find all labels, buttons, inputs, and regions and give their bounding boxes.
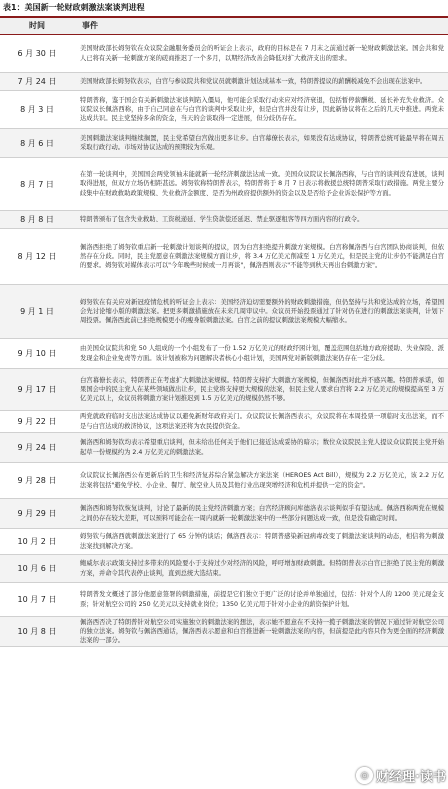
header-event: 事件 xyxy=(82,21,98,30)
row-event: 美国刺激法案谈判继续搁置，民主党希望白宫做出更多让步。白宫幕僚长表示，如果没有达成协议，特朗普总统可能最早将在周五采取行政行动。市场对协议达成的预期较为乐观。 xyxy=(80,134,444,151)
table-row xyxy=(0,229,448,285)
table-row xyxy=(0,433,448,463)
table-title: 表1：美国新一轮财政刺激法案谈判进程 xyxy=(3,3,145,12)
row-date: 9 月 28 日 xyxy=(17,476,57,485)
row-date: 8 月 8 日 xyxy=(20,215,54,224)
row-date: 9 月 22 日 xyxy=(17,417,57,426)
table-header xyxy=(0,18,448,34)
row-date: 9 月 1 日 xyxy=(20,307,54,316)
row-event: 在第一轮谈判中，美国国会两党领袖未能就新一轮经济刺激法达成一致。美国众议院议长佩洛西称，与白宫的谈判没有进展，谈判取得进展，但双方立场仍相距甚远。姆努钦称特朗普表示，特朗普将于 8 月 7 日表示将救援总统特朗普采取行政措施。两党主要分歧集中在财政救助政策规模、失业救济金额度、是否为州政府提供额外的资金以及是否给予企业诉讼保护等方面。 xyxy=(80,171,444,197)
row-event: 由美国众议院共和党 50 人组成的一个小组发布了一份 1.52 万亿美元的财政纾困计划，覆盖范围包括地方政府援助、失业保险、派发现金和企业免责等方面。该计划被称为问题解决者核心小组计划，美国两党对新版刺激法案仍存在一定分歧。 xyxy=(80,345,444,362)
table-row xyxy=(0,499,448,529)
row-event: 特朗普发文概述了部分他愿意签署的刺激措施，前提是它们独立于更广泛的讨论并单独通过，包括：针对个人的 1200 美元现金支票；针对航空公司的 250 亿美元以支持就业岗位；1350 亿美元用于针对小企业的薪资保护计划。 xyxy=(80,591,444,608)
row-event: 佩洛西拒绝了姆努钦重启新一轮刺激计划谈判的提议，因为白宫拒绝提升刺激方案规模。白宫称佩洛西与白宫团队协商谈判，但依然存在分歧。同时，民主党愿意在刺激法案规模方面让步，将 3.4 万亿美元削减至 1 万亿美元，但是民主党的让步仍不能满足白宫的要求。姆努钦对媒体表示可以"今年晚些时候或一月再谈"，佩洛西则表示"不能等到秋天再出台刺激方案"。 xyxy=(80,243,444,270)
table-row xyxy=(0,285,448,339)
row-date: 9 月 10 日 xyxy=(17,349,57,358)
row-date: 8 月 7 日 xyxy=(20,179,54,189)
table-row xyxy=(0,411,448,433)
row-event: 美国财政部长姆努钦表示，白宫与参议院共和党议员就刺激计划达成基本一致，特朗普提议的薪酬税减免不会出现在法案中。 xyxy=(80,77,427,85)
table-row xyxy=(0,158,448,211)
table-row xyxy=(0,73,448,91)
row-event: 鲍威尔表示政策支持过多带来的风险要小于支持过少对经济的风险，呼吁增加财政刺激。但特朗普表示白宫已拒绝了民主党的刺激方案，并命令其代表停止谈判，直到总统大选结束。 xyxy=(80,560,444,577)
watermark-text: 财经理·读书 xyxy=(376,770,446,785)
table-row xyxy=(0,129,448,158)
table-row xyxy=(0,339,448,369)
table-row xyxy=(0,91,448,129)
table-row xyxy=(0,583,448,617)
row-date: 9 月 17 日 xyxy=(17,385,57,394)
table-row xyxy=(0,369,448,411)
row-date: 8 月 12 日 xyxy=(17,252,57,261)
row-date: 10 月 6 日 xyxy=(17,564,57,573)
row-event: 众议院议长佩洛西公布更新后的卫生和经济复苏综合紧急解决方案法案（HEROES Act Bill），规模为 2.2 万亿美元，该 2.2 万亿法案将包括"避免学校、小企业、餐厅、航空业人员及其他行业出现突增经济和危机并提供一定的资金"。 xyxy=(80,472,444,489)
row-date: 6 月 30 日 xyxy=(17,49,57,58)
row-event: 佩洛西和姆努钦恢复谈判，讨论了最新的民主党经济刺激方案；白宫经济顾问库德洛表示谈判似乎有望达成。佩洛西称两党在规模之间仍存在较大差距，可以预料可能会在一周内就新一轮刺激法案中的一些部分问题达成一致，但是没有确定时间。 xyxy=(80,505,444,522)
row-event: 美国财政部长姆努钦在众议院金融服务委员会的听证会上表示，政府的目标是在 7 月末之前通过新一轮财政刺激法案。国会共和党人已将有关新一轮刺激方案的磋商推迟了一个多月，以期经济改善会降低对扩大救济支出的需求。 xyxy=(80,45,444,62)
row-date: 8 月 3 日 xyxy=(20,105,54,114)
table-row xyxy=(0,211,448,229)
header-date: 时间 xyxy=(29,21,45,30)
row-event: 特朗普称，鉴于国会有关新刺激法案谈判陷入僵局，他可能会采取行动来应对经济衰退，包括暂停薪酬税、延长补充失业救济。众议院议长佩洛西称，由于自己同意在与白宫的谈判中采取让步，但是白宫并没有让步，因此新协议将在之后的几天中推进。两党未达成共识。民主党坚持多余的资金，当天的会谈取得一定进展，但分歧仍存在。 xyxy=(80,96,444,123)
watermark-logo-icon: ◎ xyxy=(356,767,373,784)
table-row xyxy=(0,35,448,73)
row-date: 10 月 2 日 xyxy=(17,537,57,546)
row-date: 7 月 24 日 xyxy=(17,77,57,86)
table-row xyxy=(0,463,448,499)
row-event: 两党就政府临时支出法案达成协议以避免新财年政府关门。众议院议长佩洛西表示，众议院将在本周投票一项临时支出法案，而不是与白宫达成的救济协议，这项法案还将为农民提供资金。 xyxy=(80,413,444,430)
row-event: 特朗普颁布了包含失业救助、工资税递延、学生贷款偿还延迟、禁止驱逐租客等四方面内容的行政令。 xyxy=(80,215,364,223)
row-date: 8 月 6 日 xyxy=(20,138,54,148)
row-event: 佩洛西否决了特朗普针对航空公司实施独立的刺激法案的想法，表示她不愿意在不支持一揽子刺激法案的情况下通过针对航空公司的独立法案。姆努钦与佩洛西通话，佩洛西表示愿意和白宫推进新一轮刺激法案的内容，但前提是此内容只作为更全面的经济刺激法案的一部分。 xyxy=(80,618,444,645)
row-event: 佩洛西和姆努钦均表示希望重启谈判，但未给出任何关于他们已接近达成妥协的暗示；数位众议院民主党人提议众议院民主党开始起草一份规模约为 2.4 万亿美元的刺激法案。 xyxy=(80,439,444,456)
row-event: 白宫幕僚长表示，特朗普正在考虑扩大刺激法案规模。特朗普支持扩大刺激方案规模，但佩洛西对此并不感兴趣。特朗普承诺，如果国会中的民主党人在某些领域做出让步，民主党将支持更大规模的法案，但民主党人要求白宫将 2.2 万亿美元的规模提高至 3 万亿美元以上，众议员将刺激方案计划推迟到 1.5 万亿美元的规模仍然不够。 xyxy=(80,376,444,403)
row-date: 9 月 29 日 xyxy=(17,509,57,518)
table-row xyxy=(0,617,448,647)
row-date: 10 月 7 日 xyxy=(17,595,57,604)
table-row xyxy=(0,529,448,555)
table-row xyxy=(0,555,448,583)
row-date: 9 月 24 日 xyxy=(17,443,57,452)
watermark xyxy=(356,766,446,785)
row-date: 10 月 8 日 xyxy=(17,627,57,636)
row-event: 姆努钦在有关应对新冠疫情危机的听证会上表示：美国经济迫切需要额外的财政刺激措施，但仍坚持与共和党达成的立场，希望国会先讨论缩小版的刺激法案。把更多刺激措施放在未来几周审议中。众议员开始投票通过了针对仍在进行的刺激法案谈判，计划下周投票。佩洛西此前已拒绝规模更小的瘦身版刺激法案。白宫之前的提议刺激法案规模大幅缩水。 xyxy=(80,298,444,325)
row-event: 姆努钦与佩洛西就刺激法案进行了 65 分钟的谈话；佩洛西表示：特朗普感染新冠病毒改变了刺激法案谈判的动态，相信将为刺激法案找到解决方案。 xyxy=(80,533,444,550)
